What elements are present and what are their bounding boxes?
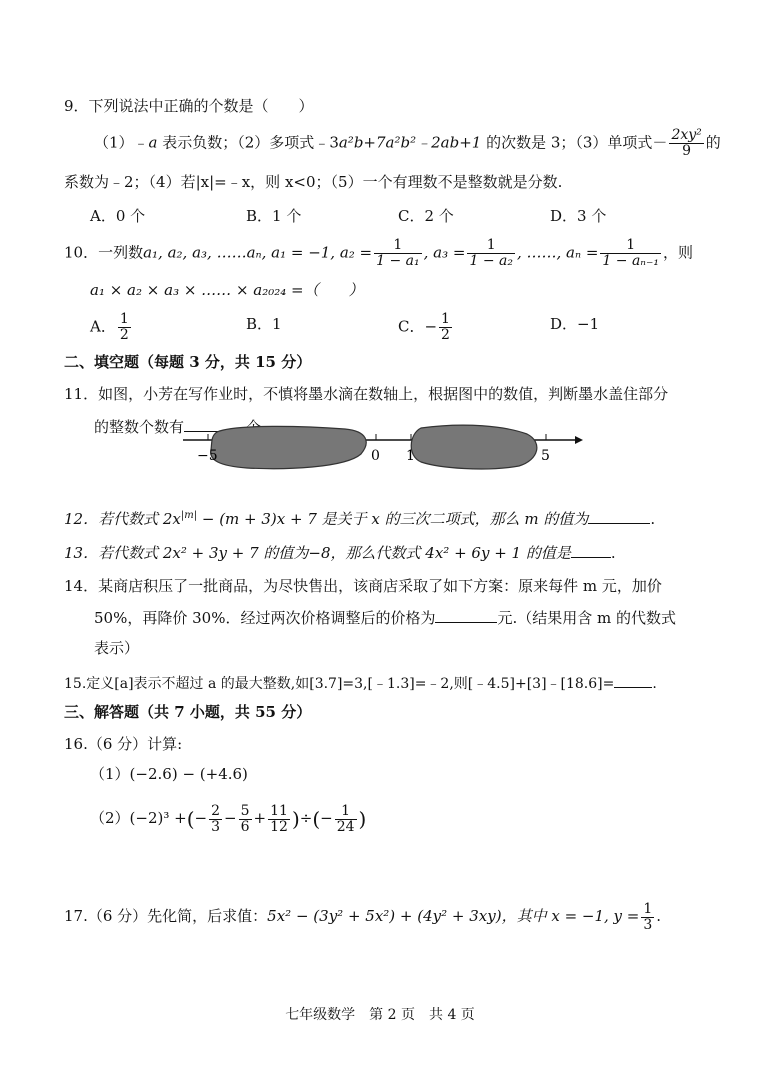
q16-f3-num: 11 — [270, 802, 288, 819]
q10-opt-c-den: 2 — [441, 327, 450, 343]
q17-y-den: 3 — [643, 916, 653, 933]
q16-paren-open: ( — [186, 807, 195, 831]
q9-s1-d: 的次数是 3；（3）单项式－ — [481, 133, 668, 152]
q10-opt-a-label: A． — [90, 317, 116, 336]
q9-s1-c: 表示负数；（2）多项式﹣3 — [157, 133, 339, 152]
q9-mono-num: 2xy² — [671, 127, 702, 143]
ink-blot-left — [211, 426, 366, 468]
q16-p2-label: （2） — [90, 809, 130, 827]
q13 — [64, 542, 616, 563]
q10-option-c — [398, 312, 454, 343]
q9-polynomial: a²b+7a²b²﹣2ab+1 — [338, 133, 482, 152]
q13-b: . — [610, 544, 616, 562]
q15-a: 15.定义[a]表示不超过 a 的最大整数,如[3.7]=3,[﹣1.3]=﹣2,则[﹣4.5]+[3]﹣[18.6]= — [64, 676, 615, 692]
q10-tail: ，则 — [662, 243, 693, 262]
q10-a2-num: 1 — [374, 238, 422, 254]
q12-c: . — [650, 510, 656, 528]
q16-f2-den: 6 — [240, 818, 250, 835]
q9-option-a: A．0 个 — [90, 207, 146, 225]
q15 — [64, 672, 657, 694]
q14-line2 — [94, 607, 676, 628]
number-line-arrow — [575, 436, 583, 444]
q10-a3-num: 1 — [467, 238, 515, 254]
number-line-figure — [175, 420, 585, 490]
q16-frac-11-12 — [268, 804, 290, 835]
q12 — [64, 508, 655, 529]
q17-y-num: 1 — [643, 900, 653, 917]
q16-divide: ÷ — [299, 809, 313, 827]
q15-b: . — [652, 676, 657, 692]
q11-line1: 11．如图，小芳在写作业时，不慎将墨水滴在数轴上，根据图中的数值，判断墨水盖住部分 — [64, 385, 669, 403]
q14-answer-blank[interactable] — [435, 607, 497, 623]
q16-frac-1-24 — [335, 804, 357, 835]
q10-product — [90, 280, 364, 300]
q16-frac-2-3 — [209, 804, 222, 835]
q14-line2-a: 50%，再降价 30%．经过两次价格调整后的价格为 — [94, 609, 436, 627]
q17-a: 17.（6 分）先化简，后求值： — [64, 907, 268, 925]
q16-paren2-open: ( — [312, 807, 321, 831]
q10-an-fraction — [600, 238, 661, 269]
page-footer: 七年级数学 第 2 页 共 4 页 — [285, 1007, 475, 1023]
q17 — [64, 896, 661, 936]
q12-answer-blank[interactable] — [588, 508, 650, 524]
q9-stem: 9．下列说法中正确的个数是（ ） — [64, 97, 314, 115]
q17-y-fraction — [641, 902, 654, 933]
q14-line3: 表示） — [94, 639, 140, 657]
label-0: 0 — [371, 448, 380, 464]
q10-stem-a: 10．一列数 — [64, 243, 144, 262]
q16-f1-den: 3 — [211, 818, 221, 835]
q10-opt-a-den: 2 — [119, 327, 129, 343]
q14-line2-b: 元.（结果用含 m 的代数式 — [497, 609, 676, 627]
q16-p2-power: (−2)³ + — [129, 809, 187, 827]
q10-stem — [64, 238, 693, 269]
q12-a: 12．若代数式 2x — [64, 510, 181, 528]
q9-mono-den: 9 — [682, 143, 692, 159]
q10-opt-c-num: 1 — [441, 311, 450, 327]
q12-exponent: |m| — [180, 510, 198, 521]
q16-paren2-close: ) — [358, 807, 367, 831]
q10-opt-c-label: C．− — [398, 317, 438, 336]
q9-option-d: D．3 个 — [550, 207, 607, 225]
q13-a: 13．若代数式 2x² + 3y + 7 的值为−8，那么代数式 4x² + 6y + 1 的值是 — [64, 544, 571, 562]
q15-answer-blank[interactable] — [614, 672, 652, 688]
q10-product-expr: a₁ × a₂ × a₃ × …… × a₂₀₂₄ =（ ） — [90, 281, 364, 299]
q10-a2-den: 1 − a₁ — [376, 253, 420, 269]
q10-option-a — [90, 312, 133, 343]
q16-paren-close: ) — [291, 807, 300, 831]
q17-end: . — [656, 907, 662, 925]
ink-blot-right — [411, 425, 537, 469]
q13-answer-blank[interactable] — [571, 542, 611, 558]
q10-option-d: D．−1 — [550, 315, 600, 333]
q16-part2: （2）(−2)³ +(− $\frac{2}{3}$ − $\frac{5}{6}$ + $\frac{11}{12}$ )÷(− $\frac{1}{24}$ ) — [90, 802, 367, 835]
q16-frac-5-6 — [239, 804, 252, 835]
q10-opt-a-fraction — [118, 312, 131, 343]
label-1: 1 — [406, 448, 415, 464]
q16-f1-num: 2 — [211, 802, 221, 819]
label-minus-5: −5 — [197, 448, 218, 464]
label-5: 5 — [541, 448, 550, 464]
q9-s1-var: a — [148, 133, 158, 152]
q9-statements-line2: 系数为﹣2；（4）若|x|=﹣x，则 x<0；（5）一个有理数不是整数就是分数. — [64, 173, 563, 191]
q9-monomial-fraction — [669, 128, 703, 159]
q16-f2-num: 5 — [240, 802, 250, 819]
q16-f4-den: 24 — [336, 818, 355, 835]
q9-s1-e: 的 — [705, 133, 721, 152]
q9-statements-line1 — [94, 128, 721, 159]
q9-option-b: B．1 个 — [246, 207, 302, 225]
q12-b: − (m + 3)x + 7 是关于 x 的三次二项式，那么 m 的值为 — [197, 510, 589, 528]
section-2-heading: 二、填空题（每题 3 分，共 15 分） — [64, 353, 312, 371]
q17-expr: 5x² − (3y² + 5x²) + (4y² + 3xy)，其中 x = −1, y = — [267, 907, 640, 925]
q10-opt-a-num: 1 — [119, 311, 129, 327]
q10-an-den: 1 − aₙ₋₁ — [602, 253, 659, 269]
q10-a3-label: , a₃ = — [423, 243, 466, 262]
q10-option-b: B．1 — [246, 315, 282, 333]
q9-s1-a: （1）﹣ — [94, 133, 149, 152]
q16-stem: 16.（6 分）计算: — [64, 735, 183, 753]
q10-seq: a₁, a₂, a₃, ……aₙ, a₁ = −1, a₂ = — [143, 243, 373, 262]
q10-an-num: 1 — [600, 238, 661, 254]
q11-line2-a: 的整数个数有 — [94, 418, 185, 436]
q16-f3-den: 12 — [270, 818, 288, 835]
q16-minus: − — [224, 809, 237, 827]
q10-a3-fraction — [467, 238, 515, 269]
q10-an-label: , ……, aₙ = — [516, 243, 599, 262]
q16-part1: （1）(−2.6) − (+4.6) — [90, 765, 248, 783]
section-3-heading: 三、解答题（共 7 小题，共 55 分） — [64, 703, 312, 721]
q10-a2-fraction — [374, 238, 422, 269]
q10-opt-c-fraction — [439, 312, 452, 343]
q9-option-c: C．2 个 — [398, 207, 454, 225]
q14-line1: 14．某商店积压了一批商品，为尽快售出，该商店采取了如下方案：原来每件 m 元，加价 — [64, 577, 662, 595]
q10-a3-den: 1 − a₂ — [469, 253, 513, 269]
q16-f4-num: 1 — [335, 804, 357, 820]
